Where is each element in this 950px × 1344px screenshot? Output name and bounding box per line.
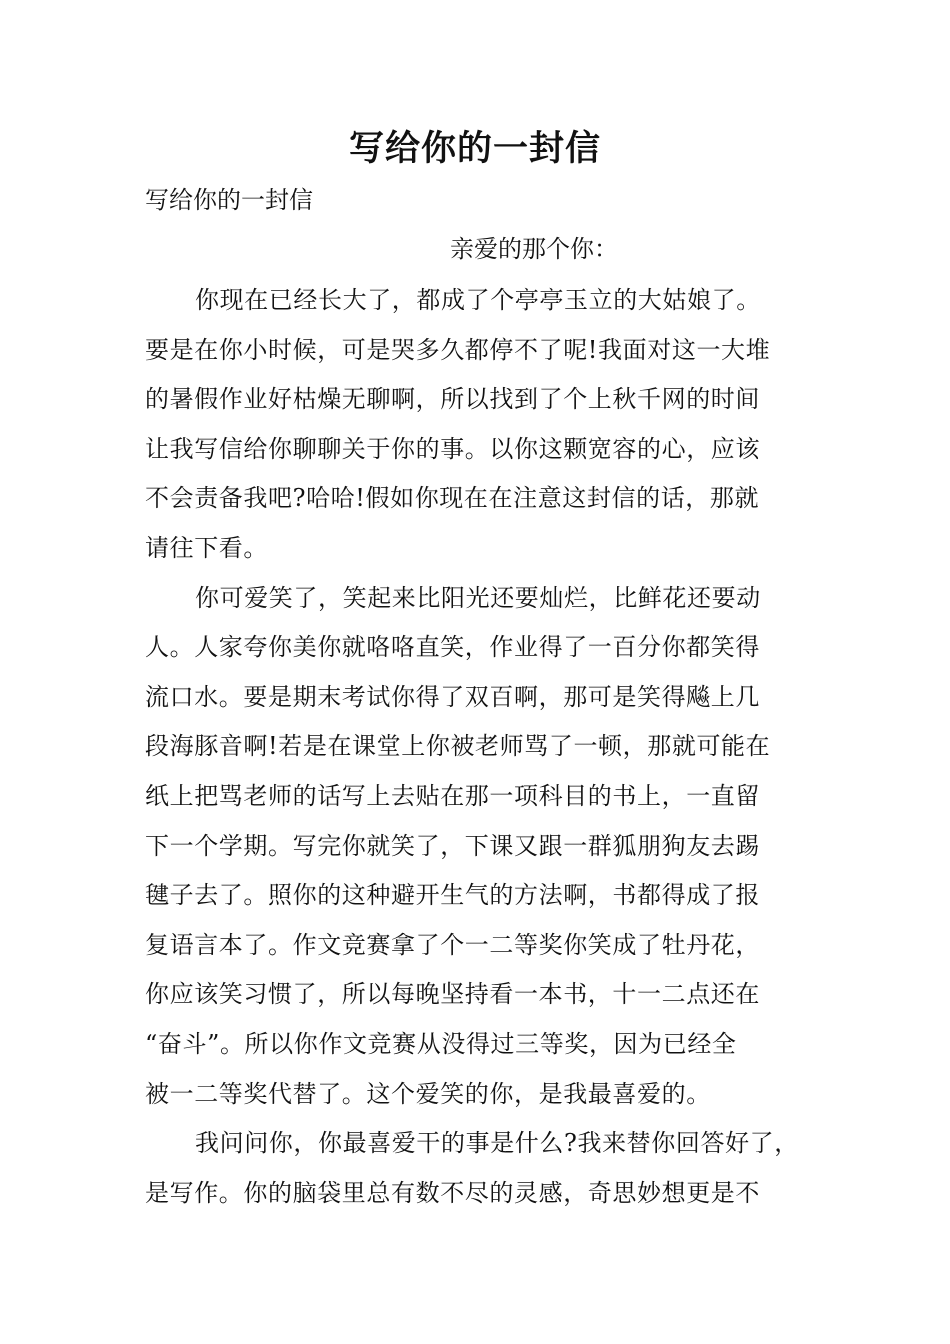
paragraph-line: 流口水。要是期末考试你得了双百啊，那可是笑得飚上几: [145, 682, 760, 711]
paragraph-line: 不会责备我吧?哈哈!假如你现在在注意这封信的话，那就: [145, 484, 760, 513]
paragraph-line: 复语言本了。作文竞赛拿了个一二等奖你笑成了牡丹花，: [145, 930, 760, 959]
paragraph-line: “奋斗”。所以你作文竞赛从没得过三等奖，因为已经全: [145, 1029, 737, 1058]
paragraph-line: 你可爱笑了，笑起来比阳光还要灿烂，比鲜花还要动: [195, 583, 761, 612]
paragraph-line: 被一二等奖代替了。这个爱笑的你，是我最喜爱的。: [145, 1079, 711, 1108]
paragraph-line: 你应该笑习惯了，所以每晚坚持看一本书，十一二点还在: [145, 980, 760, 1009]
paragraph-line: 毽子去了。照你的这种避开生气的方法啊，书都得成了报: [145, 881, 760, 910]
document-subtitle: 写给你的一封信: [145, 186, 313, 214]
paragraph-line: 你现在已经长大了，都成了个亭亭玉立的大姑娘了。: [195, 286, 761, 314]
paragraph-line: 的暑假作业好枯燥无聊啊，所以找到了个上秋千网的时间: [145, 385, 760, 414]
paragraph-line: 人。人家夸你美你就咯咯直笑，作业得了一百分你都笑得: [145, 633, 760, 662]
paragraph-line: 我问问你，你最喜爱干的事是什么?我来替你回答好了，: [195, 1129, 799, 1158]
paragraph-line: 要是在你小时候，可是哭多久都停不了呢!我面对这一大堆: [145, 335, 771, 364]
letter-body: [145, 276, 825, 1218]
paragraph-line: 让我写信给你聊聊关于你的事。以你这颗宽容的心，应该: [145, 434, 760, 463]
paragraph-line: 纸上把骂老师的话写上去贴在那一项科目的书上，一直留: [145, 781, 760, 810]
letter-salutation: 亲爱的那个你：: [450, 235, 618, 263]
paragraph-line: 段海豚音啊!若是在课堂上你被老师骂了一顿，那就可能在: [145, 732, 771, 761]
paragraph-line: 是写作。你的脑袋里总有数不尽的灵感，奇思妙想更是不: [145, 1178, 760, 1207]
document-title: 写给你的一封信: [348, 128, 601, 169]
paragraph-line: 下一个学期。写完你就笑了，下课又跟一群狐朋狗友去踢: [145, 831, 760, 860]
paragraph-line: 请往下看。: [145, 533, 268, 562]
